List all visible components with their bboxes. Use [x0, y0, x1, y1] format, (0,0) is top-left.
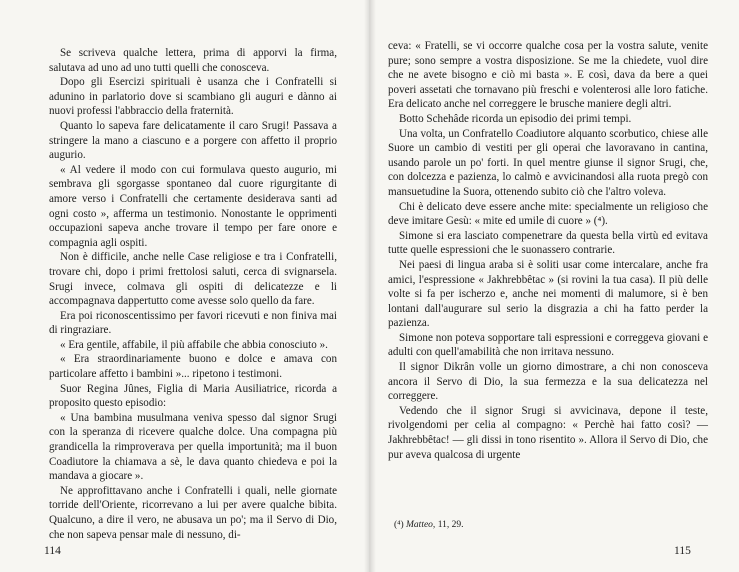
- paragraph: Dopo gli Esercizi spirituali è usanza che i Confratelli si adunino in parlatorio dove si scambiano gli auguri e dànno ai nuovi professi l'abbraccio della fraternità.: [49, 76, 337, 118]
- left-page: [0, 0, 369, 572]
- paragraph: Quanto lo sapeva fare delicatamente il caro Srugi! Passava a stringere la mano a ciascuno e a porgere con affetto il proprio augurio.: [49, 119, 337, 162]
- paragraph: « Era straordinariamente buono e dolce e amava con particolare affetto i bambini »... ripetono i testimoni.: [49, 353, 337, 381]
- paragraph: Simone si era lasciato compenetrare da questa bella virtù ed evitava tutte quelle espressioni che le suonassero contrarie.: [388, 229, 708, 257]
- paragraph: Ne approfittavano anche i Confratelli i quali, nelle giornate torride dell'Oriente, ricorrevano a lui per avere qualche bibita. Qualcuno, a dire il vero, ne abusava un po'; ma il Servo di Dio, che non sapeva pensar male di nessuno, di-: [49, 484, 337, 541]
- paragraph: Il signor Dikrân volle un giorno dimostrare, a chi non conosceva ancora il Servo di Dio, la sua fermezza e la sua delicatezza nel correggere.: [388, 361, 708, 403]
- paragraph: Una volta, un Confratello Coadiutore alquanto scorbutico, chiese alle Suore un cambio di vestiti per gli operai che lavoravano in cantina, usando parole un po' forti. In quel mentre giunse il signor Srugi, che, con dolcezza e pazienza, lo calmò e avvicinandosi alla ruota pregò con mansuetudine la Suora, ottenendo subito ciò che l'altro voleva.: [388, 127, 708, 198]
- paragraph: Simone non poteva sopportare tali espressioni e correggeva giovani e adulti con quell'amabilità che non irritava nessuno.: [388, 331, 708, 359]
- paragraph: « Era gentile, affabile, il più affabile che abbia conosciuto ».: [60, 338, 328, 351]
- paragraph: Se scriveva qualche lettera, prima di apporvi la firma, salutava ad uno ad uno tutti quelli che conosceva.: [49, 47, 337, 74]
- footnote-source: Matteo,: [406, 520, 436, 530]
- paragraph: « Al vedere il modo con cui formulava questo augurio, mi sembrava gli sgorgasse spontaneo dal cuore rigurgitante di amore verso i Confratelli che certamente desiderava santi ad ogni costo », afferma un testimonio. Nonostante le opprimenti occupazioni sapeva anche trovare il tempo per fare onore e compagnia agli ospiti.: [49, 163, 337, 249]
- paragraph: ceva: « Fratelli, se vi occorre qualche cosa per la vostra salute, venite pure; sono sempre a vostra disposizione. Se me la chiedete, vuol dire che ne avete bisogno e ciò mi basta ». E così, dava da bere a quei poveri assetati che tornavano più freschi e volenterosi alle loro fatiche. Era delicato anche nel correggere le brusche maniere degli altri.: [388, 40, 708, 111]
- page-number: 114: [44, 545, 61, 557]
- paragraph: Botto Schehâde ricorda un episodio dei primi tempi.: [399, 112, 632, 125]
- paragraph: Era poi riconoscentissimo per favori ricevuti e non finiva mai di ringraziare.: [49, 309, 337, 337]
- page-number: 115: [674, 545, 691, 557]
- paragraph: Chi è delicato deve essere anche mite: specialmente un religioso che deve imitare Gesù: « mite ed umile di cuore » (⁴).: [388, 200, 708, 228]
- paragraph: Vedendo che il signor Srugi si avvicinava, depone il teste, rivolgendomi per celia al compagno: « Perchè hai fatto così? — Jakhrebbêtac! — gli dissi in tono risentito ». Allora il Servo di Dio, che pur aveva qualcosa di urgente: [388, 404, 708, 461]
- paragraph: Suor Regina Jûnes, Figlia di Maria Ausiliatrice, ricorda a proposito questo episodio:: [49, 382, 337, 410]
- paragraph: Nei paesi di lingua araba si è soliti usar come intercalare, anche fra amici, l'espressione « Jakhrebbêtac » (si rovini la tua casa). Il più delle volte si fa per ischerzo e, anche nei momenti di malumore, si è ben lontani dall'augurare sul serio la disgrazia a chi ha fatto perder la pazienza.: [388, 258, 708, 330]
- paragraph: « Una bambina musulmana veniva spesso dal signor Srugi con la speranza di ricevere qualche dolce. Una compagna più grandicella la rimproverava per quella importunità; ma il buon Coadiutore la chiamava a sè, le dava quanto chiedeva e poi la mandava a giocare ».: [49, 411, 337, 483]
- footnote-reference: 11, 29.: [437, 520, 464, 530]
- book-gutter: [364, 0, 376, 572]
- right-page: [370, 0, 739, 572]
- footnote-marker: (⁴): [394, 520, 404, 530]
- footnote: [394, 519, 463, 531]
- left-page-text: [49, 46, 337, 542]
- paragraph: Non è difficile, anche nelle Case religiose e tra i Confratelli, trovare chi, dopo i primi frettolosi saluti, cerca di svignarsela. Srugi invece, colmava gli ospiti di delicatezze e li accompagnava dappertutto come avesse solo quello da fare.: [49, 251, 337, 308]
- right-page-text: [388, 39, 708, 462]
